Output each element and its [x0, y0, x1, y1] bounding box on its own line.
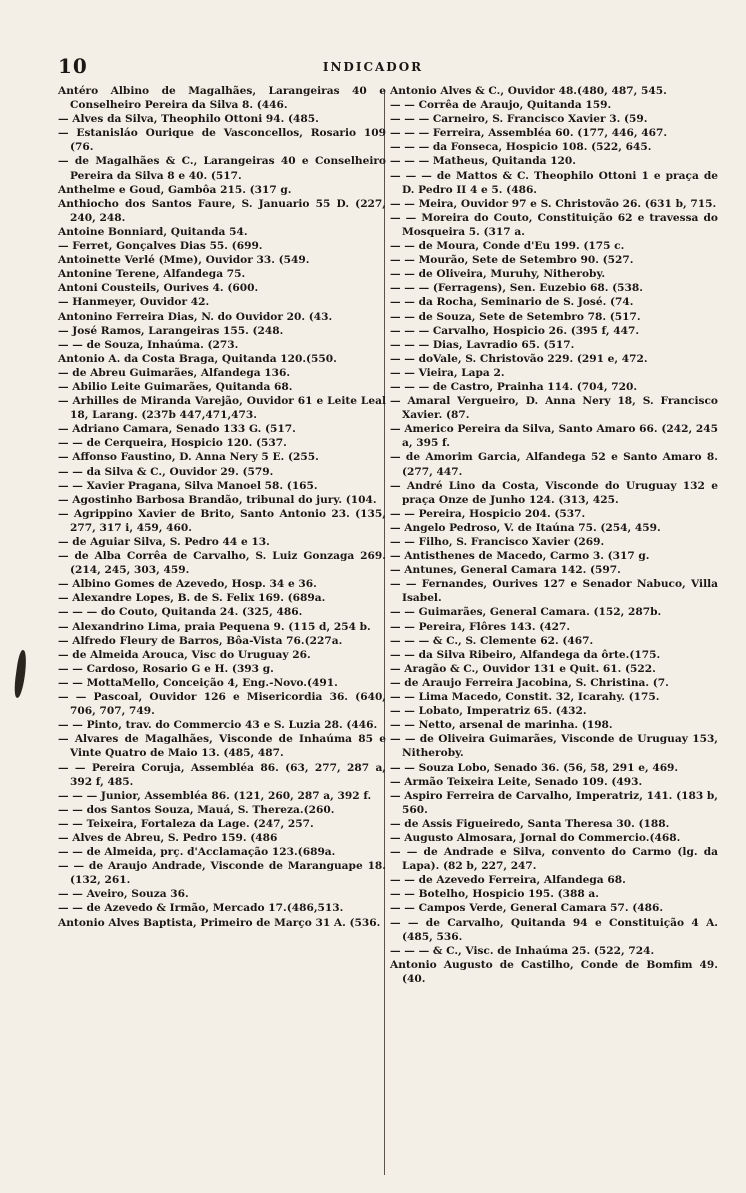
directory-entry: — — de Souza, Sete de Setembro 78. (517.	[390, 310, 641, 323]
directory-entry: — — de Andrade e Silva, convento do Carmo (lg. da Lapa). (82 b, 227, 247.	[390, 846, 718, 873]
directory-entry: — Augusto Almosara, Jornal do Commercio.(468.	[390, 831, 681, 844]
directory-entry: — — Aveiro, Souza 36.	[58, 888, 189, 901]
directory-entry: — — Cardoso, Rosario G e H. (393 g.	[58, 662, 274, 675]
directory-entry: — Antisthenes de Macedo, Carmo 3. (317 g.	[390, 550, 650, 563]
directory-entry: — Hanmeyer, Ouvidor 42.	[58, 296, 210, 309]
directory-entry: — Albino Gomes de Azevedo, Hosp. 34 e 36.	[58, 578, 317, 591]
directory-entry: — — de Azevedo & Irmão, Mercado 17.(486,513.	[58, 902, 344, 915]
directory-entry: — de Araujo Ferreira Jacobina, S. Christina. (7.	[390, 676, 669, 689]
directory-entry: — Ferret, Gonçalves Dias 55. (699.	[58, 240, 263, 253]
directory-entry: — — de Moura, Conde d'Eu 199. (175 c.	[390, 240, 625, 253]
directory-entry: — — Souza Lobo, Senado 36. (56, 58, 291 e, 469.	[390, 761, 679, 774]
directory-entry: — — Moreira do Couto, Constituição 62 e travessa do Mosqueira 5. (317 a.	[390, 211, 718, 238]
directory-entry: — — doVale, S. Christovão 229. (291 e, 472.	[390, 352, 648, 365]
directory-entry: — de Assis Figueiredo, Santa Theresa 30. (188.	[390, 817, 670, 830]
directory-entry: — Angelo Pedroso, V. de Itaúna 75. (254, 459.	[390, 521, 661, 534]
directory-entry: — — Xavier Pragana, Silva Manoel 58. (165.	[58, 479, 318, 492]
directory-entry: — — — Matheus, Quitanda 120.	[390, 155, 576, 168]
directory-entry: — Antunes, General Camara 142. (597.	[390, 564, 621, 577]
directory-entry: — Alves da Silva, Theophilo Ottoni 94. (485.	[58, 113, 319, 126]
directory-entry: Antonio A. da Costa Braga, Quitanda 120.(550.	[58, 352, 337, 365]
directory-entry: — — Fernandes, Ourives 127 e Senador Nabuco, Villa Isabel.	[390, 578, 718, 605]
directory-entry: — — — Carvalho, Hospicio 26. (395 f, 447.	[390, 324, 640, 337]
directory-entry: — Alexandre Lopes, B. de S. Felix 169. (689a.	[58, 592, 326, 605]
directory-entry: — Arhilles de Miranda Varejão, Ouvidor 61 e Leite Leal 18, Larang. (237b 447,471,473.	[58, 395, 386, 422]
directory-entry: Antoinette Verlé (Mme), Ouvidor 33. (549.	[58, 254, 310, 267]
right-column	[390, 84, 718, 986]
directory-entry: — — de Carvalho, Quitanda 94 e Constituição 4 A. (485, 536.	[390, 916, 718, 943]
directory-entry: — de Almeida Arouca, Visc do Uruguay 26.	[58, 648, 311, 661]
directory-entry: Antonio Alves Baptista, Primeiro de Março 31 A. (536.	[58, 916, 381, 929]
directory-entry: — André Lino da Costa, Visconde do Uruguay 132 e praça Onze de Junho 124. (313, 425.	[390, 479, 718, 506]
directory-entry: — — Filho, S. Francisco Xavier (269.	[390, 536, 605, 548]
directory-entry: — — — Carneiro, S. Francisco Xavier 3. (59.	[390, 113, 648, 126]
directory-entry: Antonine Terene, Alfandega 75.	[58, 268, 246, 281]
directory-entry: — — da Silva Ribeiro, Alfandega da ôrte.(175.	[390, 648, 661, 661]
directory-entry: — de Amorim Garcia, Alfandega 52 e Santo Amaro 8. (277, 447.	[390, 451, 718, 478]
directory-entry: — — Pereira, Hospicio 204. (537.	[390, 507, 586, 520]
directory-entry: — — Lobato, Imperatriz 65. (432.	[390, 705, 587, 718]
directory-entry: — — Pereira Coruja, Assembléa 86. (63, 277, 287 a, 392 f, 485.	[58, 761, 386, 788]
directory-entry: — — de Almeida, prç. d'Acclamação 123.(689a.	[58, 846, 336, 859]
directory-entry: — Aragão & C., Ouvidor 131 e Quit. 61. (522.	[390, 662, 656, 675]
directory-entry: — — Vieira, Lapa 2.	[390, 366, 505, 379]
directory-entry: — — — & C., S. Clemente 62. (467.	[390, 634, 594, 647]
directory-entry: — — MottaMello, Conceição 4, Eng.-Novo.(491.	[58, 676, 338, 689]
directory-entry: — José Ramos, Larangeiras 155. (248.	[58, 324, 284, 337]
directory-entry: — — de Cerqueira, Hospicio 120. (537.	[58, 437, 287, 450]
directory-entry: Antoine Bonniard, Quitanda 54.	[58, 225, 248, 238]
directory-entry: — — Teixeira, Fortaleza da Lage. (247, 257.	[58, 817, 314, 830]
directory-entry: — — Corrêa de Araujo, Quitanda 159.	[390, 99, 612, 112]
directory-entry: — Aspiro Ferreira de Carvalho, Imperatriz, 141. (183 b, 560.	[390, 789, 718, 816]
directory-entry: — — Lima Macedo, Constit. 32, Icarahy. (175.	[390, 691, 660, 704]
directory-entry: — de Aguiar Silva, S. Pedro 44 e 13.	[58, 536, 270, 548]
directory-entry: — — — da Fonseca, Hospicio 108. (522, 645.	[390, 141, 652, 154]
directory-entry: — — da Silva & C., Ouvidor 29. (579.	[58, 465, 274, 478]
directory-entry: — Alves de Abreu, S. Pedro 159. (486	[58, 831, 278, 844]
directory-entry: — Estanisláo Ourique de Vasconcellos, Rosario 109 (76.	[58, 127, 386, 154]
directory-entry: — Agrippino Xavier de Brito, Santo Antonio 23. (135, 277, 317 i, 459, 460.	[58, 507, 386, 534]
directory-entry: — — de Souza, Inhaúma. (273.	[58, 338, 239, 351]
directory-entry: — — Meira, Ouvidor 97 e S. Christovão 26. (631 b, 715.	[390, 197, 717, 210]
directory-entry: — Alexandrino Lima, praia Pequena 9. (115 d, 254 b.	[58, 620, 371, 633]
directory-entry: — Affonso Faustino, D. Anna Nery 5 E. (255.	[58, 451, 319, 464]
directory-entry: — — Mourão, Sete de Setembro 90. (527.	[390, 254, 634, 267]
directory-entry: — — dos Santos Souza, Mauá, S. Thereza.(260.	[58, 803, 335, 816]
directory-entry: — Armão Teixeira Leite, Senado 109. (493.	[390, 775, 643, 788]
directory-entry: Antonio Augusto de Castilho, Conde de Bomfim 49. (40.	[390, 958, 718, 985]
directory-entry: — Americo Pereira da Silva, Santo Amaro 66. (242, 245 a, 395 f.	[390, 423, 718, 450]
directory-entry: — — Netto, arsenal de marinha. (198.	[390, 719, 613, 732]
directory-entry: — — Campos Verde, General Camara 57. (486.	[390, 902, 664, 915]
directory-entry: — — Botelho, Hospicio 195. (388 a.	[390, 888, 599, 901]
directory-entry: — — — do Couto, Quitanda 24. (325, 486.	[58, 606, 303, 619]
directory-entry: — — — & C., Visc. de Inhaúma 25. (522, 724.	[390, 944, 655, 957]
directory-entry: — — de Azevedo Ferreira, Alfandega 68.	[390, 874, 626, 887]
directory-entry: — — — Dias, Lavradio 65. (517.	[390, 338, 575, 351]
directory-entry: — — da Rocha, Seminario de S. José. (74.	[390, 296, 634, 309]
directory-entry: Anthiocho dos Santos Faure, S. Januario 55 D. (227, 240, 248.	[58, 197, 386, 224]
directory-entry: — Adriano Camara, Senado 133 G. (517.	[58, 423, 296, 436]
directory-entry: — Alfredo Fleury de Barros, Bôa-Vista 76.(227a.	[58, 634, 343, 647]
left-column	[58, 84, 386, 930]
directory-entry: — Abilio Leite Guimarães, Quitanda 68.	[58, 380, 293, 393]
directory-entry: Antonio Alves & C., Ouvidor 48.(480, 487, 545.	[390, 85, 667, 97]
directory-entry: — — Pereira, Flôres 143. (427.	[390, 620, 571, 633]
directory-entry: — de Magalhães & C., Larangeiras 40 e Conselheiro Pereira da Silva 8 e 40. (517.	[58, 155, 386, 182]
directory-entry: Antéro Albino de Magalhães, Larangeiras 40 e Conselheiro Pereira da Silva 8. (446.	[58, 85, 386, 112]
directory-entry: Antonino Ferreira Dias, N. do Ouvidor 20. (43.	[58, 310, 333, 323]
directory-entry: — — de Araujo Andrade, Visconde de Maranguape 18. (132, 261.	[58, 860, 386, 887]
ink-blot	[13, 650, 29, 699]
directory-entry: — — de Oliveira, Muruhy, Nitheroby.	[390, 268, 606, 281]
directory-entry: — — — Junior, Assembléa 86. (121, 260, 287 a, 392 f.	[58, 789, 372, 802]
running-head: INDICADOR	[322, 60, 424, 74]
directory-entry: — — de Oliveira Guimarães, Visconde de Uruguay 153, Nitheroby.	[390, 733, 718, 760]
directory-entry: — Amaral Vergueiro, D. Anna Nery 18, S. Francisco Xavier. (87.	[390, 395, 718, 422]
directory-entry: — — — Ferreira, Assembléa 60. (177, 446, 467.	[390, 127, 668, 140]
directory-entry: — — — de Castro, Prainha 114. (704, 720.	[390, 380, 638, 393]
directory-entry: — — Pascoal, Ouvidor 126 e Misericordia 36. (640, 706, 707, 749.	[58, 691, 386, 718]
directory-entry: Anthelme e Goud, Gambôa 215. (317 g.	[58, 183, 292, 196]
directory-entry: — — — de Mattos & C. Theophilo Ottoni 1 e praça de D. Pedro II 4 e 5. (486.	[390, 169, 718, 196]
directory-entry: — de Abreu Guimarães, Alfandega 136.	[58, 366, 291, 379]
directory-entry: Antoni Cousteils, Ourives 4. (600.	[58, 282, 259, 295]
directory-entry: — — Guimarães, General Camara. (152, 287b.	[390, 606, 662, 619]
directory-entry: — de Alba Corrêa de Carvalho, S. Luiz Gonzaga 269. (214, 245, 303, 459.	[58, 550, 386, 577]
directory-entry: — — — (Ferragens), Sen. Euzebio 68. (538.	[390, 282, 643, 295]
directory-entry: — Alvares de Magalhães, Visconde de Inhaúma 85 e Vinte Quatro de Maio 13. (485, 487.	[58, 733, 386, 760]
directory-entry: — — Pinto, trav. do Commercio 43 e S. Luzia 28. (446.	[58, 719, 378, 732]
page-number: 10	[58, 54, 88, 78]
directory-entry: — Agostinho Barbosa Brandão, tribunal do jury. (104.	[58, 493, 377, 506]
